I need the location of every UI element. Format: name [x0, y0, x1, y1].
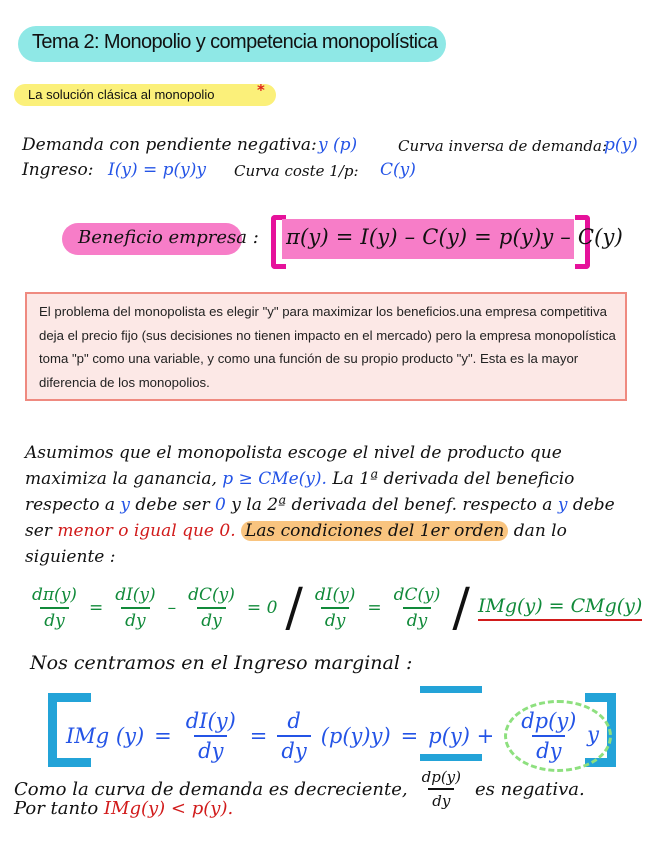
ingreso-label: Ingreso: — [22, 160, 94, 180]
coste-value: C(y) — [380, 160, 416, 180]
section-subtitle: La solución clásica al monopolio — [28, 87, 215, 102]
box-bar-top — [420, 686, 482, 693]
asterisk-mark: * — [257, 81, 265, 99]
para-red-text: menor o igual que 0. — [57, 521, 236, 541]
page-title: Tema 2: Monopolio y competencia monopolística — [32, 31, 438, 53]
beneficio-equation: π(y) = I(y) – C(y) = p(y)y – C(y) — [286, 225, 623, 249]
beneficio-label: Beneficio empresa : — [78, 227, 259, 248]
dashed-circle: $\frac{dp(y)}{dy}$ y — [504, 700, 612, 772]
divider-slash-2: / — [452, 578, 470, 638]
para-text-1: Asumimos que el monopolista escoge el nivel de producto que maximiza la ganancia, — [25, 443, 562, 489]
para-text-4: y la 2ª derivada del benef. respecto a — [231, 495, 553, 515]
curva-inversa-label: Curva inversa de demanda: — [398, 137, 608, 155]
para-highlight: Las condiciones del 1er orden — [241, 521, 508, 541]
conclusion-red: IMg(y) < p(y). — [103, 798, 234, 819]
para-text-3: debe ser — [135, 495, 210, 515]
para-condition: p ≥ CMe(y). — [222, 469, 327, 489]
boxed-fraction-2: $\frac{d}{dy}$ — [277, 709, 310, 763]
marginal-revenue-formula: IMg (y) = $\frac{dI(y)}{dy}$ = $\frac{d}{dy}$ (p(y)y) = p(y) + $\frac{dp(y)}{dy}$ y — [66, 700, 612, 772]
note-text: El problema del monopolista es elegir "y" para maximizar los beneficios.una empresa competitiva deja el precio fijo (sus decisiones no tienen impacto en el mercado) pero la empresa monopolística toma "p" como una variable, y como una función de su propio producto "y". Esta es la mayor diferencia de los monopolios. — [39, 304, 616, 390]
conclusion-line-2: Por tanto IMg(y) < p(y). — [14, 798, 234, 819]
boxed-fraction-1: $\frac{dI(y)}{dy}$ — [185, 709, 236, 763]
para-y-1: y — [120, 495, 130, 515]
fraction-dpi: $\frac{d\pi(y)}{dy}$ — [32, 585, 77, 631]
fraction-dc: $\frac{dC(y)}{dy}$ — [188, 585, 235, 631]
demanda-label: Demanda con pendiente negativa: — [22, 135, 317, 155]
img-lhs: IMg (y) — [66, 724, 145, 748]
para-text-5: debe ser — [25, 495, 615, 541]
ingreso-marginal-heading: Nos centramos en el Ingreso marginal : — [30, 652, 413, 674]
first-order-formula: $\frac{d\pi(y)}{dy}$ = $\frac{dI(y)}{dy}$ – $\frac{dC(y)}{dy}$ = 0 / $\frac{dI(y)}{dy}$ = $\frac{dC(y)}{dy}$ / IMg(y) = CMg(y) — [28, 582, 642, 634]
para-text-2: La 1ª derivada del beneficio respecto a — [25, 469, 575, 515]
para-y-2: y — [557, 495, 568, 515]
conclusion-line-1: Como la curva de demanda es decreciente, $\frac{dp(y)}{dy}$ es negativa. — [14, 768, 585, 810]
fraction-dc-2: $\frac{dC(y)}{dy}$ — [393, 585, 441, 631]
coste-label: Curva coste 1/p: — [234, 162, 359, 180]
para-text-7: dan lo siguiente : — [25, 521, 567, 567]
divider-slash-1: / — [285, 578, 303, 638]
assumption-paragraph — [25, 440, 635, 570]
curva-inversa-value: p(y) — [604, 135, 638, 155]
conclusion-fraction: $\frac{dp(y)}{dy}$ — [421, 768, 461, 810]
img-equals-cmg: IMg(y) = CMg(y) — [478, 595, 642, 621]
boxed-rhs: p(y) + — [428, 724, 495, 748]
ingreso-value: I(y) = p(y)y — [108, 160, 206, 180]
boxed-fraction-3: $\frac{dp(y)}{dy}$ — [521, 709, 577, 763]
fraction-di-2: $\frac{dI(y)}{dy}$ — [314, 585, 356, 631]
para-zero: 0 — [215, 495, 226, 515]
demanda-value: y (p) — [318, 135, 358, 155]
fraction-di: $\frac{dI(y)}{dy}$ — [115, 585, 156, 631]
